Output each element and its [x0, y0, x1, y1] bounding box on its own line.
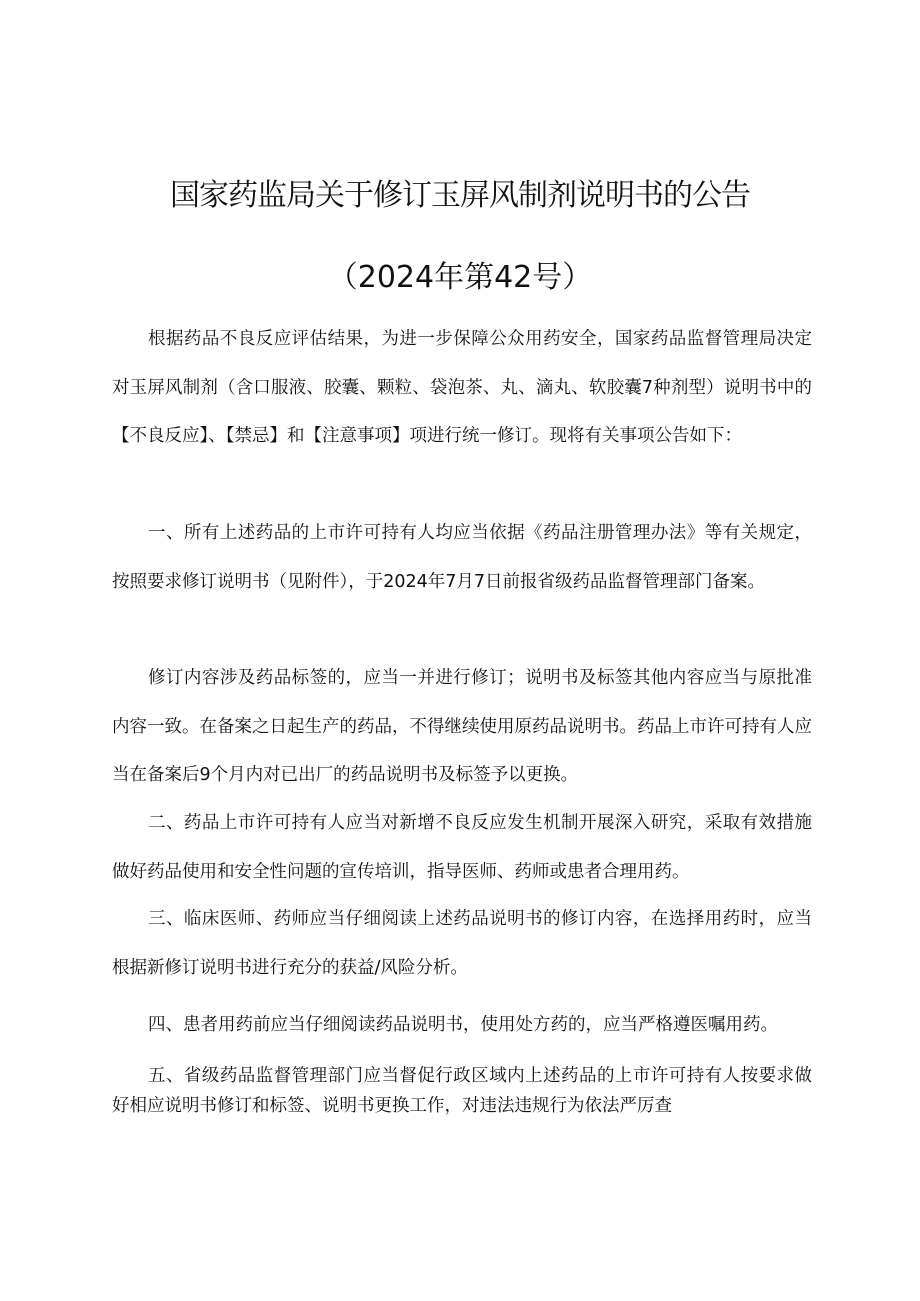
paragraph-item-4: 四、患者用药前应当仔细阅读药品说明书，使用处方药的，应当严格遵医嘱用药。	[148, 1015, 778, 1035]
paragraph-intro: 根据药品不良反应评估结果，为进一步保障公众用药安全，国家药品监督管理局决定对玉屏风制剂（含口服液、胶囊、颗粒、袋泡茶、丸、滴丸、软胶囊7种剂型）说明书中的【不良反应】、【禁忌】和【注意事项】项进行统一修订。现将有关事项公告如下：	[112, 329, 812, 446]
document-title: 国家药监局关于修订玉屏风制剂说明书的公告	[170, 178, 750, 213]
paragraph-item-2: 二、药品上市许可持有人应当对新增不良反应发生机制开展深入研究，采取有效措施做好药品使用和安全性问题的宣传培训，指导医师、药师或患者合理用药。	[112, 813, 812, 882]
paragraph-item-1-continued: 修订内容涉及药品标签的，应当一并进行修订；说明书及标签其他内容应当与原批准内容一致。在备案之日起生产的药品，不得继续使用原药品说明书。药品上市许可持有人应当在备案后9个月内对已出厂的药品说明书及标签予以更换。	[112, 668, 812, 785]
document-number: （2024年第42号）	[327, 260, 593, 295]
paragraph-item-5: 五、省级药品监督管理部门应当督促行政区域内上述药品的上市许可持有人按要求做好相应说明书修订和标签、说明书更换工作，对违法违规行为依法严厉查	[112, 1066, 812, 1116]
paragraph-item-1: 一、所有上述药品的上市许可持有人均应当依据《药品注册管理办法》等有关规定，按照要求修订说明书（见附件），于2024年7月7日前报省级药品监督管理部门备案。	[112, 523, 812, 592]
paragraph-item-3: 三、临床医师、药师应当仔细阅读上述药品说明书的修订内容，在选择用药时，应当根据新修订说明书进行充分的获益/风险分析。	[112, 909, 812, 978]
